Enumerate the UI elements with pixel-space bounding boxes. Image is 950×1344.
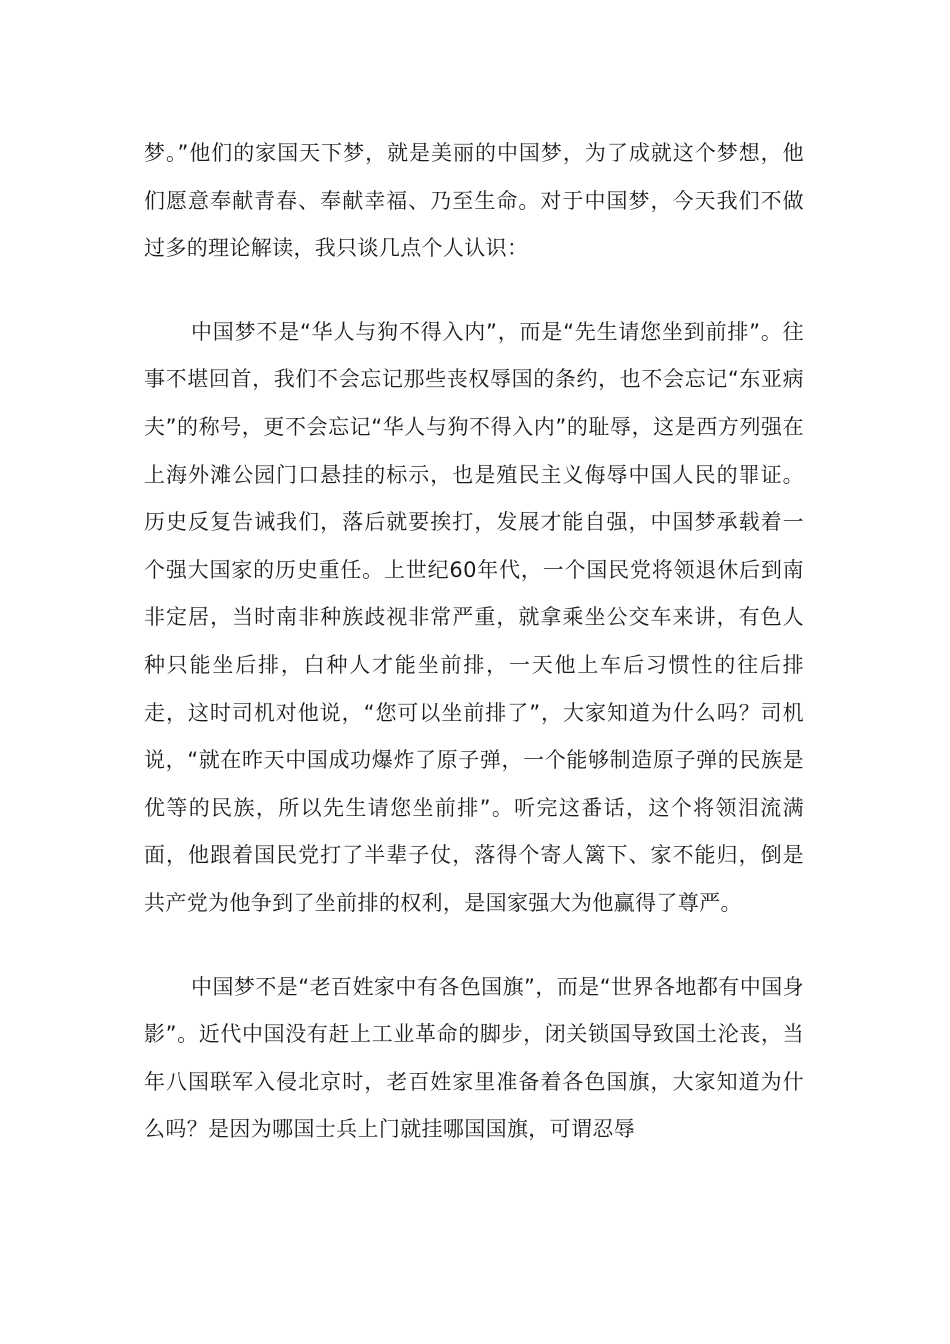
paragraph-1: 梦。”他们的家国天下梦，就是美丽的中国梦，为了成就这个梦想，他们愿意奉献青春、奉献幸福、乃至生命。对于中国梦，今天我们不做过多的理论解读，我只谈几点个人认识： — [144, 141, 804, 261]
paragraph-3: 中国梦不是“老百姓家中有各色国旗”，而是“世界各地都有中国身影”。近代中国没有赶上工业革命的脚步，闭关锁国导致国土沦丧，当年八国联军入侵北京时，老百姓家里准备着各色国旗，大家知道为什么吗？是因为哪国士兵上门就挂哪国国旗，可谓忍辱 — [144, 974, 804, 1142]
paragraph-2: 中国梦不是“华人与狗不得入内”，而是“先生请您坐到前排”。往事不堪回首，我们不会忘记那些丧权辱国的条约，也不会忘记“东亚病夫”的称号，更不会忘记“华人与狗不得入内”的耻辱，这是西方列强在上海外滩公园门口悬挂的标示，也是殖民主义侮辱中国人民的罪证。历史反复告诫我们，落后就要挨打，发展才能自强，中国梦承载着一个强大国家的历史重任。上世纪60年代，一个国民党将领退休后到南非定居，当时南非种族歧视非常严重，就拿乘坐公交车来讲，有色人种只能坐后排，白种人才能坐前排，一天他上车后习惯性的往后排走，这时司机对他说，“您可以坐前排了”，大家知道为什么吗？司机说，“就在昨天中国成功爆炸了原子弹，一个能够制造原子弹的民族是优等的民族，所以先生请您坐前排”。听完这番话，这个将领泪流满面，他跟着国民党打了半辈子仗，落得个寄人篱下、家不能归，倒是共产党为他争到了坐前排的权利，是国家强大为他赢得了尊严。 — [144, 319, 804, 915]
document-body — [144, 130, 804, 1154]
